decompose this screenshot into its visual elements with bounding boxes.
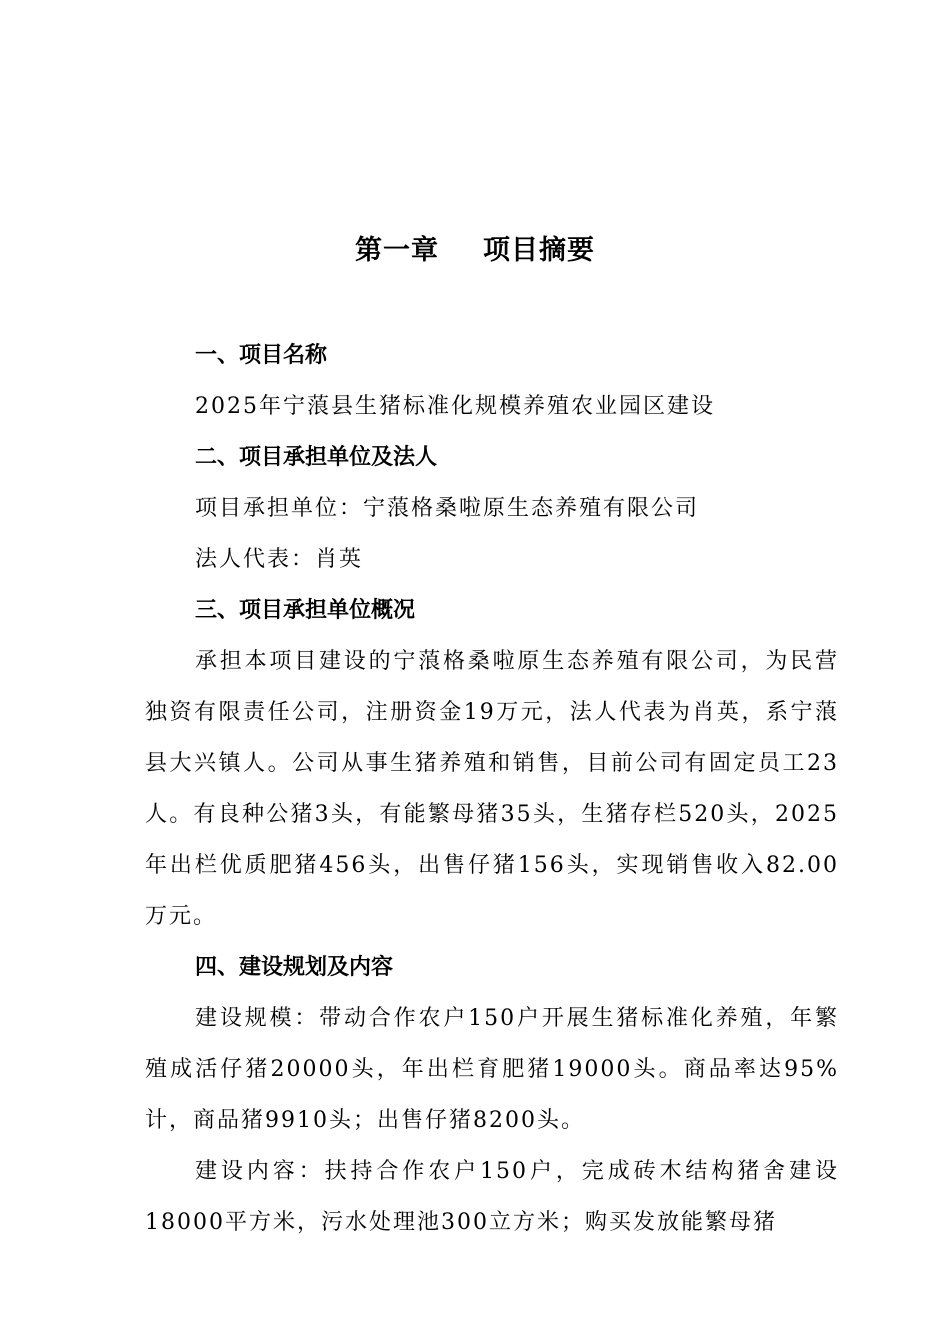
chapter-number: 第一章 xyxy=(355,235,439,266)
undertaking-unit-text: 项目承担单位：宁蒗格桑啦原生态养殖有限公司 xyxy=(195,496,700,521)
construction-content-paragraph: 建设内容：扶持合作农户150户，完成砖木结构猪舍建设18000平方米，污水处理池300立方米；购买发放能繁母猪 xyxy=(145,1159,839,1235)
chapter-title xyxy=(0,228,950,267)
section-heading-unit-overview: 三、项目承担单位概况 xyxy=(195,598,416,623)
document-body xyxy=(145,330,839,1248)
chapter-name: 项目摘要 xyxy=(483,235,595,266)
section-heading-construction-plan: 四、建设规划及内容 xyxy=(195,955,394,980)
legal-representative-text: 法人代表：肖英 xyxy=(195,547,364,572)
project-name-text: 2025年宁蒗县生猪标准化规模养殖农业园区建设 xyxy=(195,394,715,419)
section-heading-project-name: 一、项目名称 xyxy=(195,343,328,368)
unit-overview-paragraph: 承担本项目建设的宁蒗格桑啦原生态养殖有限公司，为民营独资有限责任公司，注册资金19万元，法人代表为肖英，系宁蒗县大兴镇人。公司从事生猪养殖和销售，目前公司有固定员工23人。有良种公猪3头，有能繁母猪35头，生猪存栏520头，2025年出栏优质肥猪456头，出售仔猪156头，实现销售收入82.00万元。 xyxy=(145,649,839,929)
section-heading-undertaking-unit: 二、项目承担单位及法人 xyxy=(195,445,438,470)
construction-scale-paragraph: 建设规模：带动合作农户150户开展生猪标准化养殖，年繁殖成活仔猪20000头，年出栏育肥猪19000头。商品率达95%计，商品猪9910头；出售仔猪8200头。 xyxy=(145,1006,839,1133)
